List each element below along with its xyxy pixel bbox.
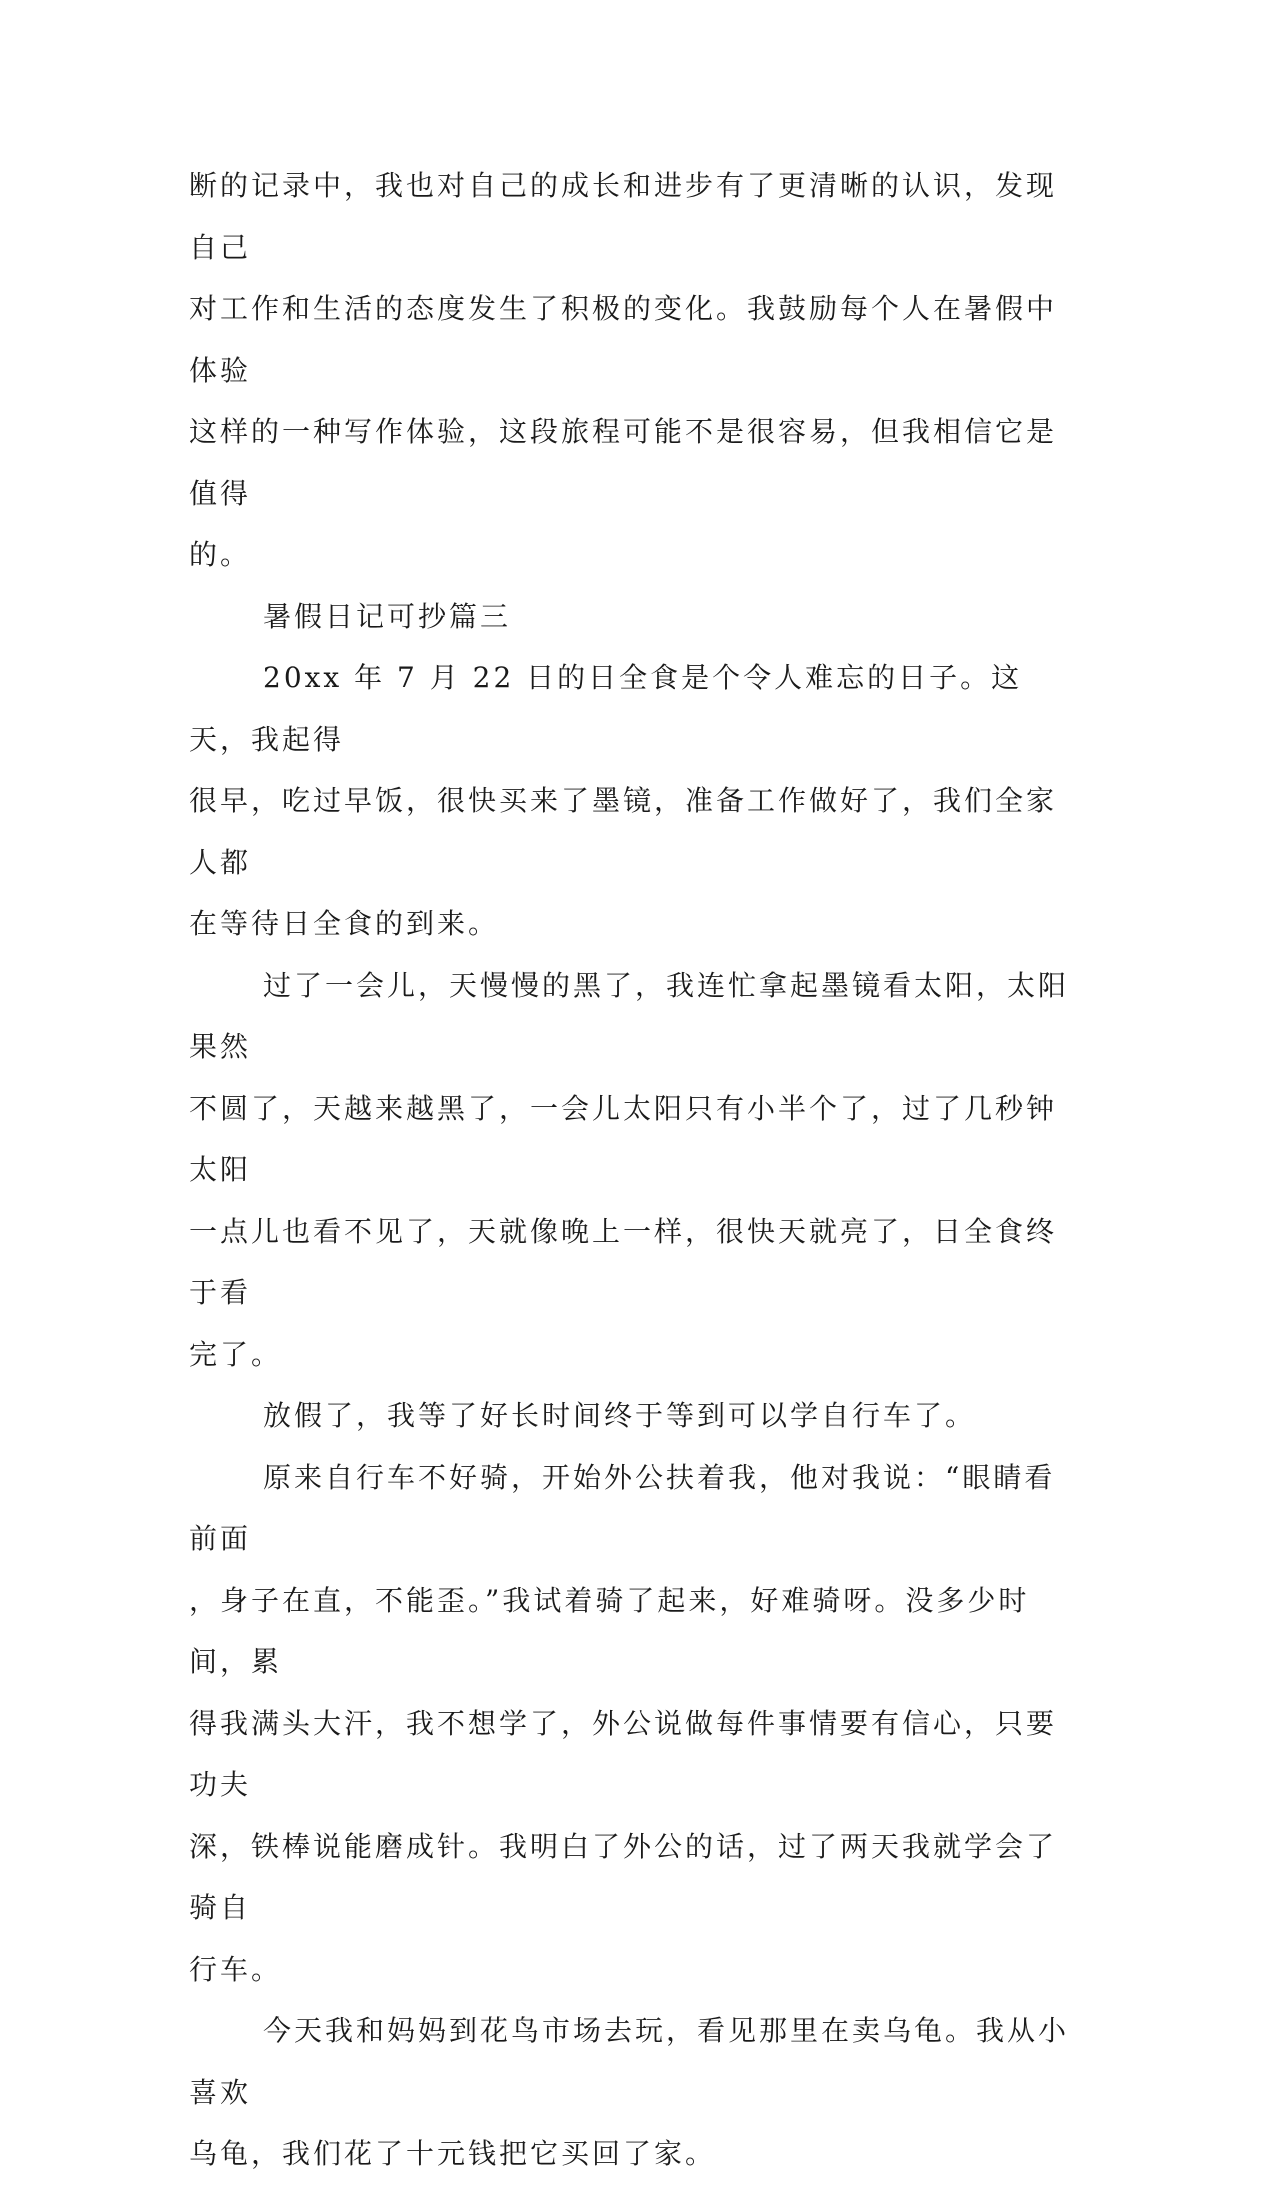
section-heading (189, 586, 1069, 648)
text-line: 这样的一种写作体验，这段旅程可能不是很容易，但我相信它是值得 (189, 415, 1058, 510)
text-line: 20xx 年 7 月 22 日的日全食是个令人难忘的日子。这天，我起得 (189, 661, 1023, 756)
text-line: 不圆了，天越来越黑了，一会儿太阳只有小半个了，过了几秒钟太阳 (189, 1091, 1058, 1186)
text-line: 完了。 (189, 1337, 283, 1371)
text-line: 对工作和生活的态度发生了积极的变化。我鼓励每个人在暑假中体验 (189, 292, 1058, 387)
paragraph (189, 1385, 1069, 1447)
text-line: 在等待日全食的到来。 (189, 907, 500, 940)
text-line: 过了一会儿，天慢慢的黑了，我连忙拿起墨镜看太阳，太阳果然 (189, 968, 1070, 1063)
text-line: 一点儿也看不见了，天就像晚上一样，很快天就亮了，日全食终于看 (189, 1214, 1058, 1309)
paragraph (189, 955, 1069, 1386)
text-line: 乌龟，我们花了十元钱把它买回了家。 (189, 2137, 717, 2170)
text-line: 行车。 (189, 1952, 283, 1986)
text-line: 今天我和妈妈到花鸟市场去玩，看见那里在卖乌龟。我从小喜欢 (189, 2014, 1070, 2109)
text-line: 很早，吃过早饭，很快买来了墨镜，准备工作做好了，我们全家人都 (189, 784, 1058, 879)
text-line: 深，铁棒说能磨成针。我明白了外公的话，过了两天我就学会了骑自 (189, 1829, 1058, 1924)
section-heading-text: 暑假日记可抄篇三 (263, 599, 512, 633)
text-line: 断的记录中，我也对自己的成长和进步有了更清晰的认识，发现自己 (189, 169, 1058, 264)
paragraph (189, 155, 1069, 586)
text-line: 原来自行车不好骑，开始外公扶着我，他对我说：“眼睛看前面 (189, 1460, 1056, 1555)
text-line: 得我满头大汗，我不想学了，外公说做每件事情要有信心，只要功夫 (189, 1706, 1058, 1801)
text-line: 放假了，我等了好长时间终于等到可以学自行车了。 (263, 1399, 977, 1432)
paragraph (189, 2000, 1069, 2185)
paragraph (189, 647, 1069, 955)
text-line: 的。 (189, 538, 252, 571)
text-line: ，身子在直，不能歪。”我试着骑了起来，好难骑呀。没多少时间，累 (189, 1583, 1030, 1678)
document-body (189, 155, 1069, 2185)
paragraph (189, 1447, 1069, 2001)
